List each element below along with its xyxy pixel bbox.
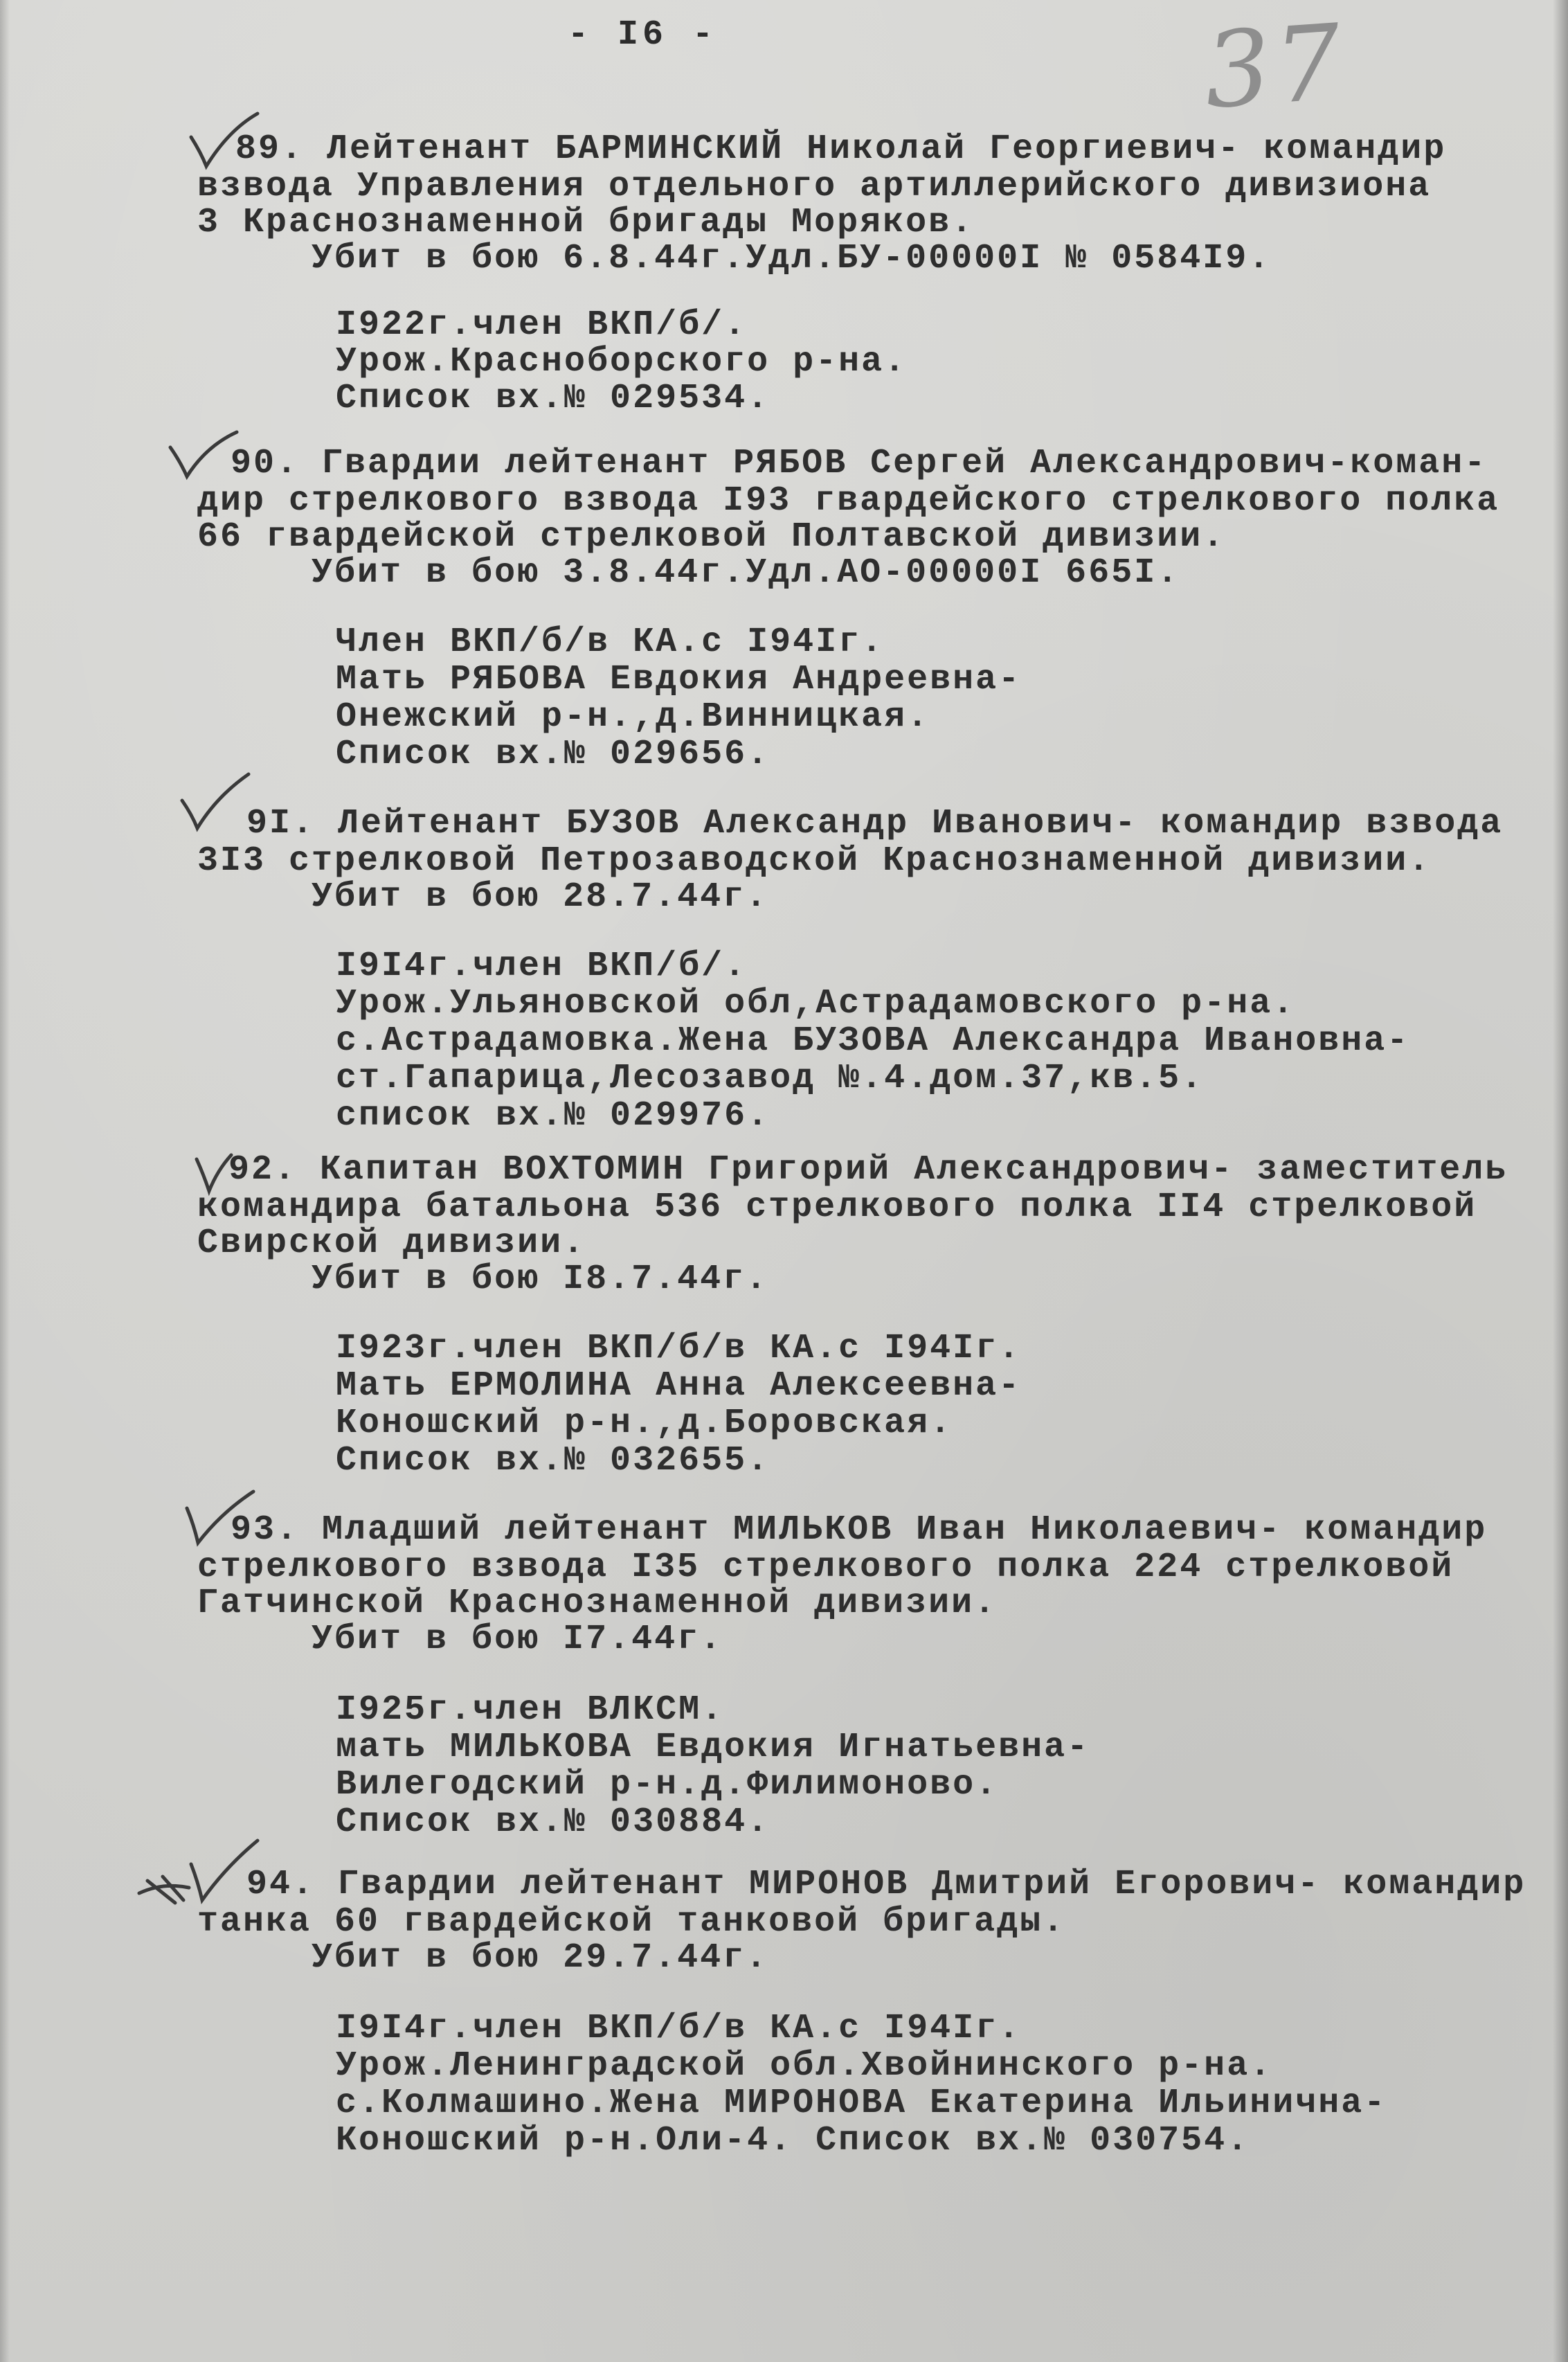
entry-killed-line: Убит в бою 28.7.44г. — [197, 877, 769, 917]
entry-detail-line: Коношский р-н.,д.Боровская. — [336, 1404, 953, 1443]
entry-detail-line: список вх.№ 029976. — [336, 1096, 771, 1136]
entry-heading-line: 90. Гвардии лейтенант РЯБОВ Сергей Александрович-коман- — [208, 444, 1488, 483]
entry-detail-line: I9I4г.член ВКП/б/в КА.с I94Iг. — [336, 2009, 1022, 2048]
entry-detail-line: мать МИЛЬКОВА Евдокия Игнатьевна- — [336, 1728, 1090, 1767]
entry-detail-line: Урож.Ульяновской обл,Астрадамовского р-на. — [336, 984, 1296, 1023]
entry-detail-line: с.Колмашино.Жена МИРОНОВА Екатерина Ильинична- — [336, 2084, 1387, 2123]
entry-detail-line: Список вх.№ 029534. — [336, 379, 771, 418]
entry-killed-line: Убит в бою I8.7.44г. — [197, 1260, 769, 1299]
entry-killed-line: Убит в бою 29.7.44г. — [197, 1938, 769, 1978]
entry-heading-line: Свирской дивизии. — [197, 1224, 586, 1263]
entry-detail-line: I925г.член ВЛКСМ. — [336, 1690, 725, 1730]
entry-killed-line: Убит в бою I7.44г. — [197, 1620, 723, 1659]
entry-detail-line: Мать ЕРМОЛИНА Анна Алексеевна- — [336, 1366, 1022, 1406]
entry-heading-line: 94. Гвардии лейтенант МИРОНОВ Дмитрий Егорович- командир — [201, 1865, 1526, 1904]
entry-heading-line: дир стрелкового взвода I93 гвардейского стрелкового полка — [197, 481, 1500, 521]
entry-detail-line: Список вх.№ 032655. — [336, 1441, 771, 1480]
entry-killed-line: Убит в бою 3.8.44г.Удл.АО-00000I 665I. — [197, 553, 1180, 593]
entry-heading-line: 3I3 стрелковой Петрозаводской Краснознаменной дивизии. — [197, 841, 1432, 881]
entry-detail-line: I9I4г.член ВКП/б/. — [336, 947, 748, 986]
entry-heading-line: танка 60 гвардейской танковой бригады. — [197, 1902, 1066, 1942]
entry-detail-line: Список вх.№ 029656. — [336, 735, 771, 774]
archive-handwritten-number: 37 — [1200, 2, 1349, 132]
entry-heading-line: 93. Младший лейтенант МИЛЬКОВ Иван Николаевич- командир — [208, 1510, 1488, 1550]
entry-heading-line: 9I. Лейтенант БУЗОВ Александр Иванович- командир взвода — [201, 804, 1504, 843]
entry-killed-line: Убит в бою 6.8.44г.Удл.БУ-00000I № 0584I9. — [197, 239, 1272, 278]
entry-heading-line: 3 Краснознаменной бригады Моряков. — [197, 203, 975, 242]
entry-detail-line: Мать РЯБОВА Евдокия Андреевна- — [336, 660, 1022, 699]
entry-detail-line: Вилегодский р-н.д.Филимоново. — [336, 1765, 999, 1805]
entry-detail-line: Член ВКП/б/в КА.с I94Iг. — [336, 623, 885, 662]
entry-heading-line: стрелкового взвода I35 стрелкового полка 224 стрелковой — [197, 1548, 1454, 1587]
entry-detail-line: с.Астрадамовка.Жена БУЗОВА Александра Ивановна- — [336, 1021, 1410, 1061]
entry-detail-line: I923г.член ВКП/б/в КА.с I94Iг. — [336, 1329, 1022, 1368]
entry-detail-line: ст.Гапарица,Лесозавод №.4.дом.37,кв.5. — [336, 1059, 1205, 1098]
entry-detail-line: Коношский р-н.Оли-4. Список вх.№ 030754. — [336, 2121, 1250, 2160]
entry-detail-line: Онежский р-н.,д.Винницкая. — [336, 697, 930, 737]
entry-heading-line: 89. Лейтенант БАРМИНСКИЙ Николай Георгиевич- командир — [235, 129, 1447, 169]
entry-detail-line: I922г.член ВКП/б/. — [336, 305, 748, 345]
entry-heading-line: 66 гвардейской стрелковой Полтавской дивизии. — [197, 517, 1226, 557]
entry-detail-line: Список вх.№ 030884. — [336, 1802, 771, 1842]
entry-heading-line: Гатчинской Краснознаменной дивизии. — [197, 1584, 998, 1623]
entry-heading-line: взвода Управления отдельного артиллерийского дивизиона — [197, 167, 1432, 206]
entry-detail-line: Урож.Красноборского р-на. — [336, 342, 908, 382]
entry-heading-line: 92. Капитан ВОХТОМИН Григорий Александрович- заместитель — [228, 1150, 1508, 1190]
entry-heading-line: командира батальона 536 стрелкового полка II4 стрелковой — [197, 1188, 1477, 1227]
page-number: - I6 - — [568, 15, 718, 55]
page-edge-shadow-right — [1553, 0, 1568, 2362]
page-edge-shadow-left — [0, 0, 10, 2362]
entry-detail-line: Урож.Ленинградской обл.Хвойнинского р-на. — [336, 2046, 1273, 2086]
